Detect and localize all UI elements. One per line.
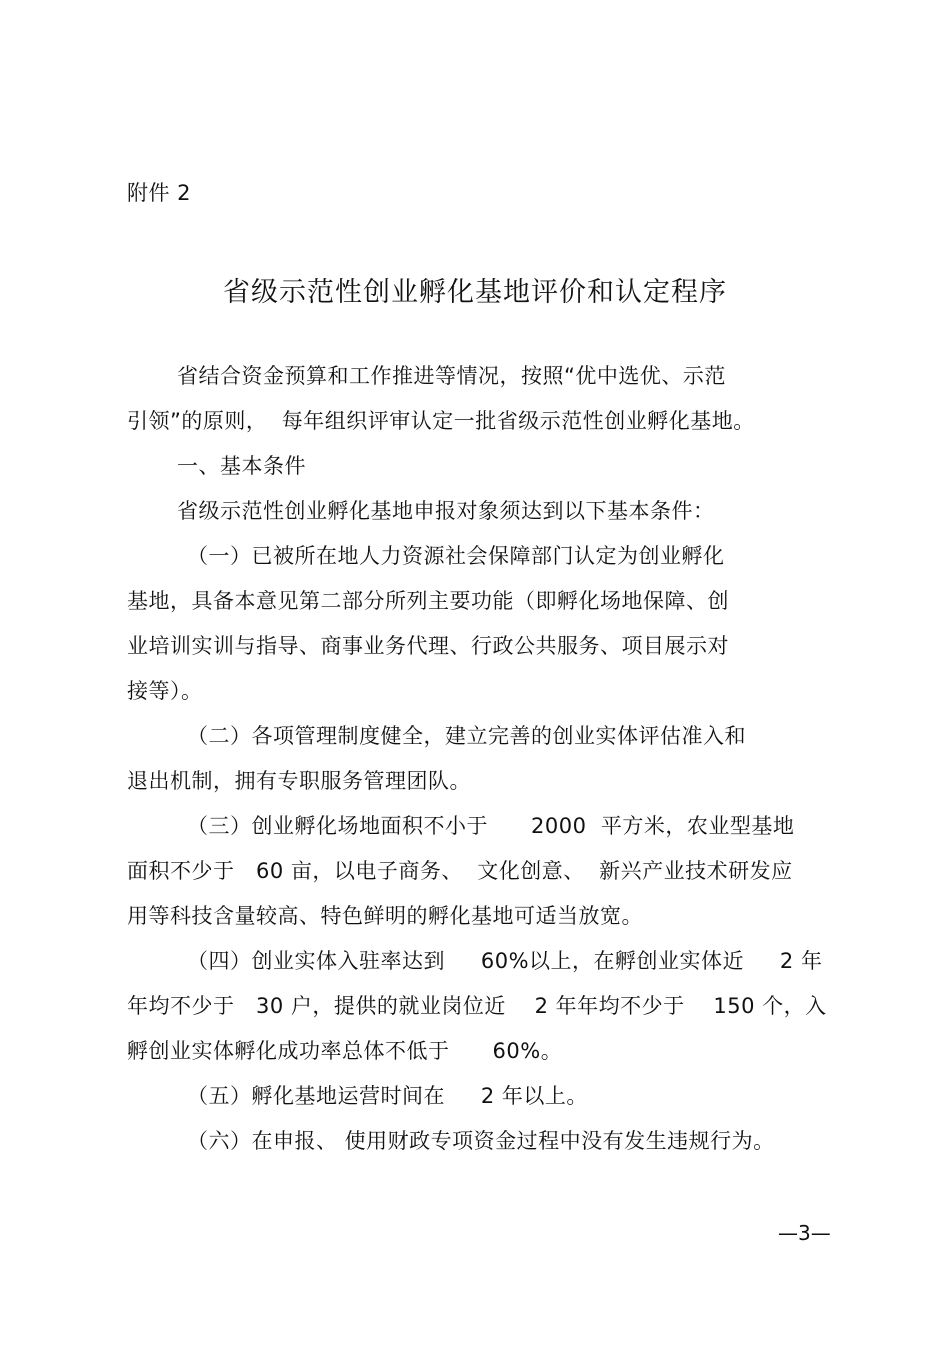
condition-line: 用等科技含量较高、特色鲜明的孵化基地可适当放宽。 [127, 904, 643, 928]
attachment-label: 附件 2 [127, 181, 192, 205]
intro-line: 引领”的原则， 每年组织评审认定一批省级示范性创业孵化基地。 [127, 409, 755, 433]
condition-line: 业培训实训与指导、商事业务代理、行政公共服务、项目展示对 [127, 634, 729, 658]
condition-line: 年均不少于 30 户，提供的就业岗位近 2 年年均不少于 150 个，入 [127, 994, 827, 1018]
condition-line: （一）已被所在地人力资源社会保障部门认定为创业孵化 [187, 544, 725, 568]
page-number: —3— [778, 1221, 831, 1245]
condition-line: 孵创业实体孵化成功率总体不低于 60%。 [127, 1039, 563, 1063]
condition-line: 面积不少于 60 亩，以电子商务、 文化创意、 新兴产业技术研发应 [127, 859, 793, 883]
condition-line: （四）创业实体入驻率达到 60%以上，在孵创业实体近 2 年 [187, 949, 823, 973]
section-lead: 省级示范性创业孵化基地申报对象须达到以下基本条件： [177, 499, 715, 523]
section-heading: 一、基本条件 [177, 454, 306, 478]
condition-line: （六）在申报、 使用财政专项资金过程中没有发生违规行为。 [187, 1129, 775, 1153]
page-title: 省级示范性创业孵化基地评价和认定程序 [223, 277, 727, 308]
intro-line: 省结合资金预算和工作推进等情况，按照“优中选优、示范 [177, 364, 726, 388]
condition-line: （三）创业孵化场地面积不小于 2000 平方米，农业型基地 [187, 814, 795, 838]
condition-line: 退出机制，拥有专职服务管理团队。 [127, 769, 471, 793]
condition-line: 接等）。 [127, 679, 203, 703]
condition-line: （五）孵化基地运营时间在 2 年以上。 [187, 1084, 588, 1108]
condition-line: （二）各项管理制度健全，建立完善的创业实体评估准入和 [187, 724, 746, 748]
condition-line: 基地，具备本意见第二部分所列主要功能（即孵化场地保障、创 [127, 589, 729, 613]
